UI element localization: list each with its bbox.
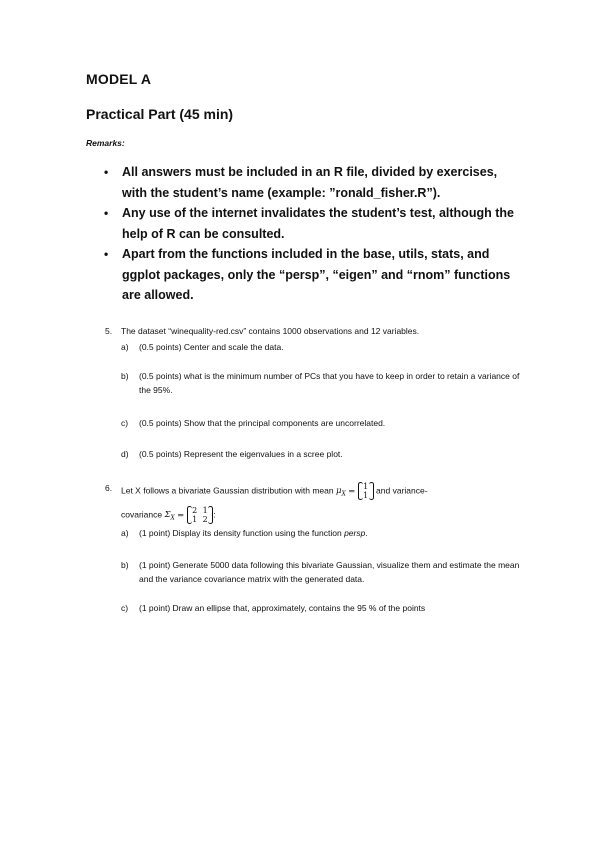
- part-title: Practical Part (45 min): [86, 106, 234, 122]
- remark-item: • Apart from the functions included in the base, utils, stats, and ggplot packages, only the “persp”, “eigen” and “rnom” functions are allowed.: [104, 244, 524, 306]
- remark-item: • Any use of the internet invalidates the student’s test, although the help of R can be consulted.: [104, 203, 524, 244]
- covariance-symbol: $\Sigma_X$: [164, 510, 175, 522]
- model-title: MODEL A: [86, 71, 152, 87]
- remark-item: • All answers must be included in an R file, divided by exercises, with the student’s name (example: ”ronald_fisher.R”).: [104, 162, 524, 203]
- exercise-number: 5.: [105, 326, 113, 336]
- bullet-icon: •: [104, 247, 109, 261]
- exercise-6c: c) (1 point) Draw an ellipse that, approximately, contains the 95 % of the points: [121, 603, 426, 613]
- exercise-number: 6.: [105, 483, 113, 493]
- exercise-6b: b) (1 point) Generate 5000 data following this bivariate Gaussian, visualize them and estimate the mean and the variance covariance matrix with the generated data.: [121, 560, 520, 584]
- exercise-5d: d) (0.5 points) Represent the eigenvalues in a scree plot.: [121, 449, 343, 459]
- remarks-list: [104, 162, 524, 306]
- mean-vector: 1 1: [358, 482, 374, 500]
- exercise-5a: a) (0.5 points) Center and scale the data.: [121, 342, 284, 352]
- covariance-matrix: 2 1 1 2: [187, 506, 214, 524]
- exercise-5: [105, 325, 525, 337]
- bullet-icon: •: [104, 206, 109, 220]
- mean-symbol: $\mu_X$: [335, 486, 346, 498]
- bullet-icon: •: [104, 165, 109, 179]
- exercise-6-cont: covariance $\Sigma_X$ = 2 1 1 2 :: [121, 506, 216, 524]
- exercise-6: [105, 482, 525, 501]
- exercise-statement: The dataset “winequality-red.csv” contains 1000 observations and 12 variables.: [121, 326, 420, 336]
- exercise-6a: a) (1 point) Display its density function using the function persp.: [121, 528, 368, 538]
- exercise-5c: c) (0.5 points) Show that the principal components are uncorrelated.: [121, 418, 386, 428]
- remarks-label: Remarks:: [86, 138, 125, 148]
- exercise-5b: b) (0.5 points) what is the minimum number of PCs that you have to keep in order to retain a variance of the 95%.: [121, 371, 520, 395]
- exercise-statement: Let X follows a bivariate Gaussian distribution with mean $\mu_X$ = 1 1 and variance-: [121, 482, 428, 500]
